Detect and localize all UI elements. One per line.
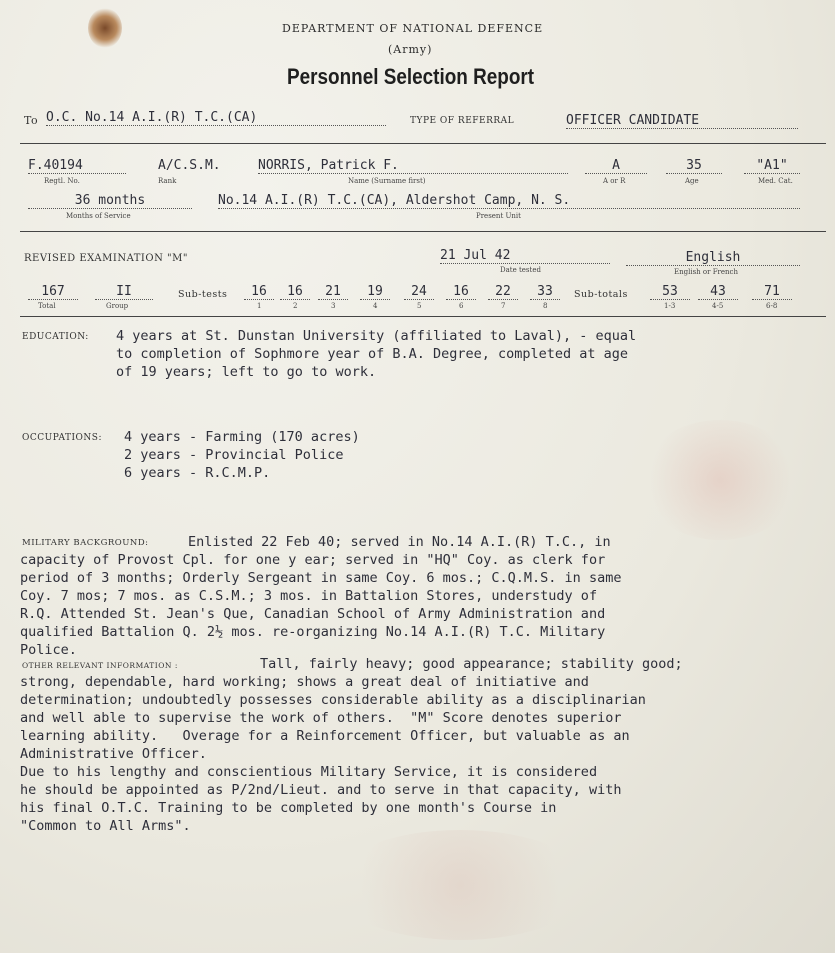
- occupations-text: [124, 428, 360, 482]
- referral-type-value: OFFICER CANDIDATE: [566, 113, 798, 129]
- subtotal-score: 43: [698, 284, 738, 300]
- military-line-first: Enlisted 22 Feb 40; served in No.14 A.I.(R) T.C., in: [188, 534, 611, 550]
- to-value: O.C. No.14 A.I.(R) T.C.(CA): [46, 110, 386, 126]
- branch-heading: (Army): [388, 43, 433, 56]
- exam-language-value: English: [626, 250, 800, 266]
- subtest-score: 19: [360, 284, 390, 300]
- exam-language-label: English or French: [674, 268, 738, 276]
- military-line: period of 3 months; Orderly Sergeant in same Coy. 6 mos.; C.Q.M.S. in same: [20, 570, 622, 586]
- subtotal-score: 53: [650, 284, 690, 300]
- exam-date-label: Date tested: [500, 266, 541, 274]
- subtest-number: 6: [459, 302, 464, 310]
- group-label: Group: [106, 302, 129, 310]
- subtest-number: 5: [417, 302, 422, 310]
- other-info-line: Due to his lengthy and conscientious Military Service, it is considered: [20, 764, 598, 780]
- occupation-line: 6 years - R.C.M.P.: [124, 465, 271, 481]
- age-label: Age: [685, 177, 699, 185]
- occupation-line: 4 years - Farming (170 acres): [124, 429, 360, 445]
- other-line-first: Tall, fairly heavy; good appearance; stability good;: [260, 656, 683, 672]
- med-cat-label: Med. Cat.: [758, 177, 793, 185]
- a-or-r-label: A or R: [603, 177, 626, 185]
- other-info-line: his final O.T.C. Training to be completed by one month's Course in: [20, 800, 557, 816]
- divider: [20, 231, 826, 232]
- occupations-label: OCCUPATIONS:: [22, 433, 102, 443]
- name-label: Name (Surname first): [348, 177, 426, 185]
- divider: [20, 316, 826, 317]
- subtest-number: 8: [543, 302, 548, 310]
- education-line: 4 years at St. Dunstan University (affiliated to Laval), - equal: [116, 328, 637, 344]
- rank-label: Rank: [158, 177, 177, 185]
- water-stain: [330, 830, 590, 940]
- other-info-line: strong, dependable, hard working; shows a great deal of initiative and: [20, 674, 589, 690]
- subtotal-range: 1-3: [664, 302, 676, 310]
- subtests-label: Sub-tests: [178, 289, 228, 300]
- military-line: Coy. 7 mos; 7 mos. as C.S.M.; 3 mos. in Battalion Stores, understudy of: [20, 588, 598, 604]
- a-or-r-value: A: [585, 158, 647, 174]
- subtest-score: 16: [280, 284, 310, 300]
- other-info-line: determination; undoubtedly possesses considerable ability as a disciplinarian: [20, 692, 646, 708]
- exam-label: REVISED EXAMINATION "M": [24, 253, 188, 264]
- occupation-line: 2 years - Provincial Police: [124, 447, 344, 463]
- divider: [20, 143, 826, 144]
- referral-type-label: TYPE OF REFERRAL: [410, 116, 515, 126]
- name-value: NORRIS, Patrick F.: [258, 158, 568, 174]
- military-line: qualified Battalion Q. 2½ mos. re-organizing No.14 A.I.(R) T.C. Military: [20, 624, 606, 640]
- regtl-no-label: Regtl. No.: [44, 177, 80, 185]
- subtest-score: 22: [488, 284, 518, 300]
- age-value: 35: [666, 158, 722, 174]
- other-info-line: "Common to All Arms".: [20, 818, 191, 834]
- other-info-label: OTHER RELEVANT INFORMATION :: [22, 661, 178, 670]
- education-label: EDUCATION:: [22, 332, 89, 342]
- present-unit-value: No.14 A.I.(R) T.C.(CA), Aldershot Camp, N. S.: [218, 193, 800, 209]
- group-value: II: [95, 284, 153, 300]
- subtest-score: 16: [446, 284, 476, 300]
- subtest-score: 21: [318, 284, 348, 300]
- military-text: [20, 551, 621, 659]
- education-line: of 19 years; left to go to work.: [116, 364, 377, 380]
- subtotal-range: 4-5: [712, 302, 724, 310]
- department-heading: DEPARTMENT OF NATIONAL DEFENCE: [282, 22, 544, 35]
- subtotal-range: 6-8: [766, 302, 778, 310]
- military-line: Police.: [20, 642, 77, 658]
- subtest-number: 3: [331, 302, 336, 310]
- military-label: MILITARY BACKGROUND:: [22, 538, 149, 548]
- subtest-score: 16: [244, 284, 274, 300]
- regtl-no-value: F.40194: [28, 158, 126, 174]
- other-info-line: learning ability. Overage for a Reinforcement Officer, but valuable as an: [20, 728, 630, 744]
- military-line: capacity of Provost Cpl. for one y ear; served in "HQ" Coy. as clerk for: [20, 552, 606, 568]
- other-info-text: [20, 673, 646, 835]
- page-title: Personnel Selection Report: [287, 64, 535, 89]
- education-line: to completion of Sophmore year of B.A. Degree, completed at age: [116, 346, 629, 362]
- subtest-number: 4: [373, 302, 378, 310]
- rust-stain: [88, 8, 122, 48]
- med-cat-value: "A1": [744, 158, 800, 174]
- subtest-number: 2: [293, 302, 298, 310]
- subtest-number: 7: [501, 302, 506, 310]
- total-score-value: 167: [28, 284, 78, 300]
- water-stain: [640, 420, 800, 540]
- exam-date-value: 21 Jul 42: [440, 248, 610, 264]
- subtest-score: 24: [404, 284, 434, 300]
- subtest-score: 33: [530, 284, 560, 300]
- subtest-number: 1: [257, 302, 262, 310]
- other-info-line: Administrative Officer.: [20, 746, 207, 762]
- total-score-label: Total: [38, 302, 56, 310]
- other-info-line: he should be appointed as P/2nd/Lieut. and to serve in that capacity, with: [20, 782, 622, 798]
- rank-value: A/C.S.M.: [158, 158, 221, 173]
- to-label: To: [24, 114, 39, 127]
- education-text: [116, 327, 636, 381]
- subtotal-score: 71: [752, 284, 792, 300]
- subtotals-label: Sub-totals: [574, 289, 628, 300]
- military-line: R.Q. Attended St. Jean's Que, Canadian School of Army Administration and: [20, 606, 606, 622]
- other-info-line: and well able to supervise the work of others. "M" Score denotes superior: [20, 710, 622, 726]
- present-unit-label: Present Unit: [476, 212, 521, 220]
- months-service-value: 36 months: [28, 193, 192, 209]
- months-service-label: Months of Service: [66, 212, 131, 220]
